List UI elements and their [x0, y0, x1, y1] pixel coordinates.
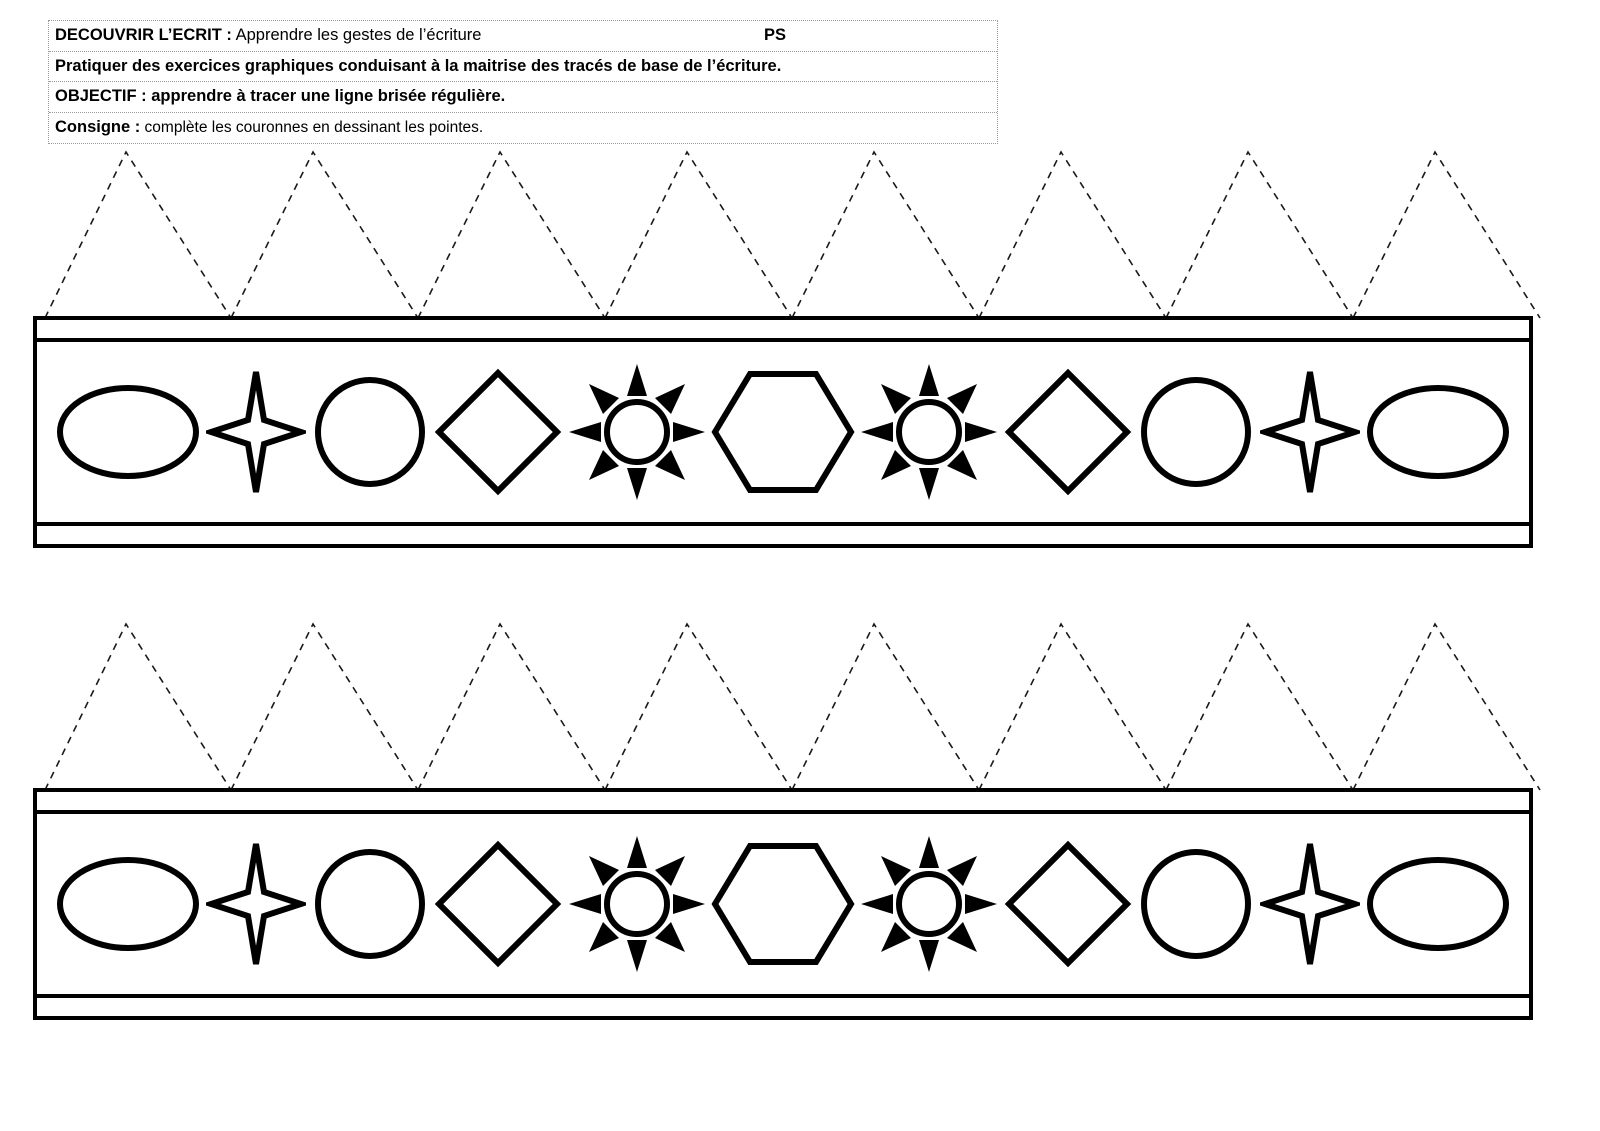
shape-sun	[567, 362, 707, 502]
worksheet-header	[48, 20, 998, 144]
header-objective-label: OBJECTIF :	[55, 87, 147, 106]
header-objective-text: apprendre à tracer une ligne brisée régulière.	[146, 87, 506, 106]
shape-four-point-star	[206, 367, 306, 497]
header-domain-label: DECOUVRIR L’ECRIT :	[55, 26, 232, 44]
header-row-objective	[49, 82, 997, 113]
header-row-domain	[49, 21, 997, 52]
shape-ellipse	[53, 377, 203, 487]
shape-four-point-star	[1260, 367, 1360, 497]
header-practice-text: Pratiquer des exercices graphiques conduisant à la maitrise des tracés de base de l’écriture.	[55, 56, 782, 75]
crown-bottom-band	[33, 788, 1533, 1020]
shape-sun	[859, 834, 999, 974]
shape-diamond	[1003, 367, 1133, 497]
shape-hexagon	[710, 369, 856, 495]
shape-hexagon	[710, 841, 856, 967]
shape-circle	[310, 844, 430, 964]
shape-circle	[1136, 844, 1256, 964]
crown-top-shape-row	[37, 338, 1529, 526]
header-domain-text: Apprendre les gestes de l’écriture	[231, 26, 482, 44]
header-row-instruction	[49, 113, 997, 143]
shape-sun	[859, 362, 999, 502]
shape-sun	[567, 834, 707, 974]
shape-diamond	[433, 839, 563, 969]
shape-diamond	[433, 367, 563, 497]
shape-circle	[1136, 372, 1256, 492]
shape-four-point-star	[206, 839, 306, 969]
shape-ellipse	[1363, 849, 1513, 959]
shape-ellipse	[1363, 377, 1513, 487]
header-row-practice	[49, 52, 997, 83]
shape-four-point-star	[1260, 839, 1360, 969]
crown-bottom-dashed-points	[0, 612, 1600, 792]
crown-bottom-shape-row	[37, 810, 1529, 998]
shape-diamond	[1003, 839, 1133, 969]
header-instruction-text: complète les couronnes en dessinant les pointes.	[140, 118, 484, 136]
header-instruction-label: Consigne :	[55, 117, 141, 136]
header-level-badge: PS	[764, 26, 787, 44]
crown-top-band	[33, 316, 1533, 548]
shape-circle	[310, 372, 430, 492]
crown-top-dashed-points	[0, 140, 1600, 320]
shape-ellipse	[53, 849, 203, 959]
